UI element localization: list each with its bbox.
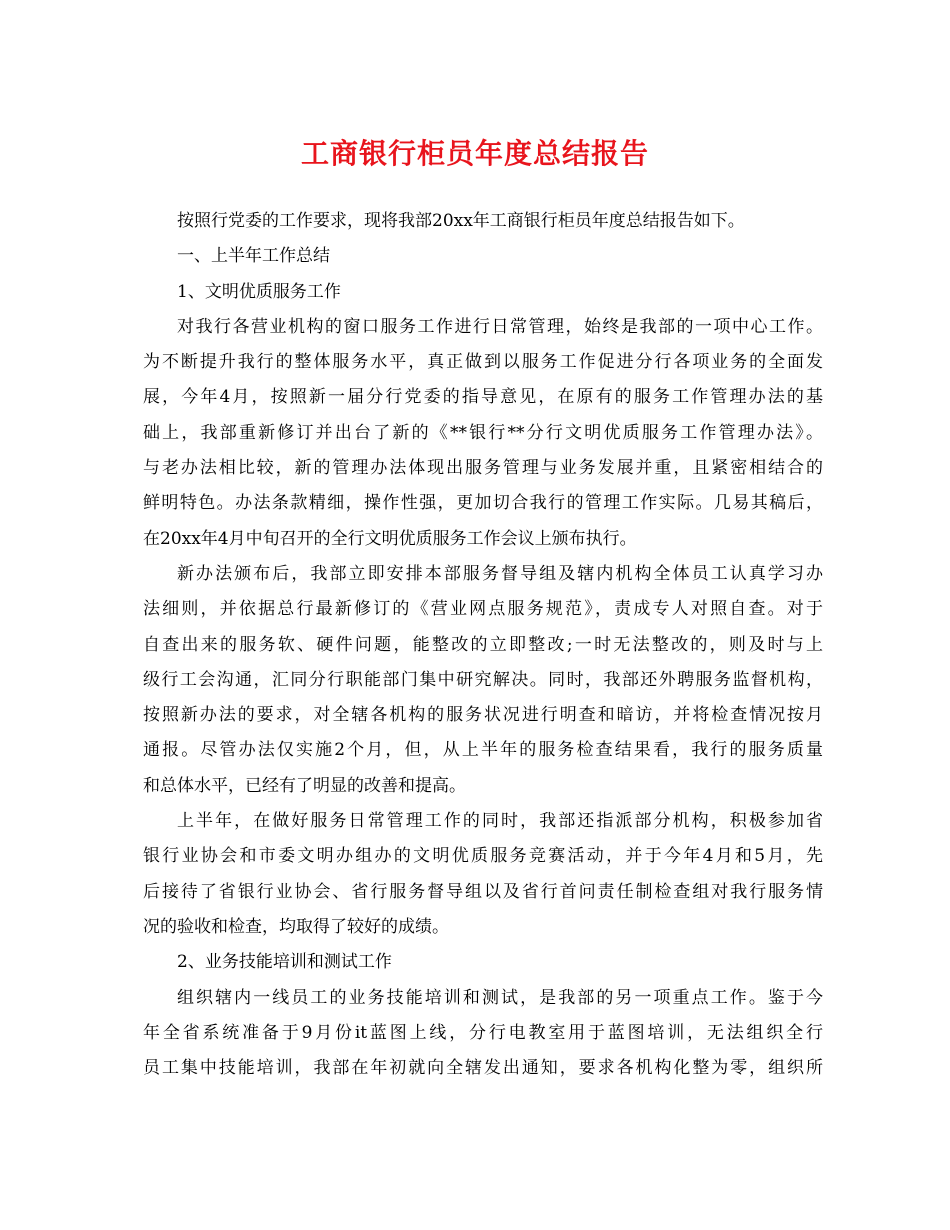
text-line: 年全省系统准备于9月份it蓝图上线，分行电教室用于蓝图培训，无法组织全行 [143, 1022, 823, 1043]
text-line: 级行工会沟通，汇同分行职能部门集中研究解决。同时，我部还外聘服务监督机构， [143, 669, 823, 690]
document-body [143, 204, 823, 1086]
document-title: 工商银行柜员年度总结报告 [300, 137, 649, 170]
text-line: 上半年，在做好服务日常管理工作的同时，我部还指派部分机构，积极参加省 [177, 811, 823, 832]
text-line: 按照行党委的工作要求，现将我部20xx年工商银行柜员年度总结报告如下。 [177, 211, 745, 231]
text-line: 员工集中技能培训，我部在年初就向全辖发出通知，要求各机构化整为零，组织所 [143, 1058, 823, 1079]
text-line: 1、文明优质服务工作 [177, 281, 341, 302]
text-line: 组织辖内一线员工的业务技能培训和测试，是我部的另一项重点工作。鉴于今 [177, 987, 823, 1008]
text-line: 通报。尽管办法仅实施2个月，但，从上半年的服务检查结果看，我行的服务质量 [143, 740, 823, 761]
text-line: 为不断提升我行的整体服务水平，真正做到以服务工作促进分行各项业务的全面发 [143, 352, 823, 373]
text-line: 新办法颁布后，我部立即安排本部服务督导组及辖内机构全体员工认真学习办 [177, 563, 823, 584]
text-line: 按照新办法的要求，对全辖各机构的服务状况进行明查和暗访，并将检查情况按月 [143, 705, 823, 726]
text-line: 自查出来的服务软、硬件问题，能整改的立即整改;一时无法整改的，则及时与上 [143, 634, 823, 655]
text-line: 一、上半年工作总结 [177, 246, 330, 267]
text-line: 法细则，并依据总行最新修订的《营业网点服务规范》，责成专人对照自查。对于 [143, 599, 823, 620]
text-line: 础上，我部重新修订并出台了新的《**银行**分行文明优质服务工作管理办法》。 [143, 422, 823, 443]
text-line: 鲜明特色。办法条款精细，操作性强，更加切合我行的管理工作实际。几易其稿后， [143, 493, 823, 514]
text-line: 对我行各营业机构的窗口服务工作进行日常管理，始终是我部的一项中心工作。 [177, 316, 823, 337]
text-line: 后接待了省银行业协会、省行服务督导组以及省行首问责任制检查组对我行服务情 [143, 881, 823, 902]
text-line: 况的验收和检查，均取得了较好的成绩。 [143, 916, 449, 937]
text-line: 展，今年4月，按照新一届分行党委的指导意见，在原有的服务工作管理办法的基 [143, 387, 823, 408]
text-line: 与老办法相比较，新的管理办法体现出服务管理与业务发展并重，且紧密相结合的 [143, 458, 823, 479]
text-line: 2、业务技能培训和测试工作 [177, 952, 392, 973]
text-line: 银行业协会和市委文明办组办的文明优质服务竞赛活动，并于今年4月和5月，先 [143, 846, 823, 867]
text-line: 和总体水平，已经有了明显的改善和提高。 [143, 775, 466, 796]
text-line: 在20xx年4月中旬召开的全行文明优质服务工作会议上颁布执行。 [143, 528, 637, 549]
